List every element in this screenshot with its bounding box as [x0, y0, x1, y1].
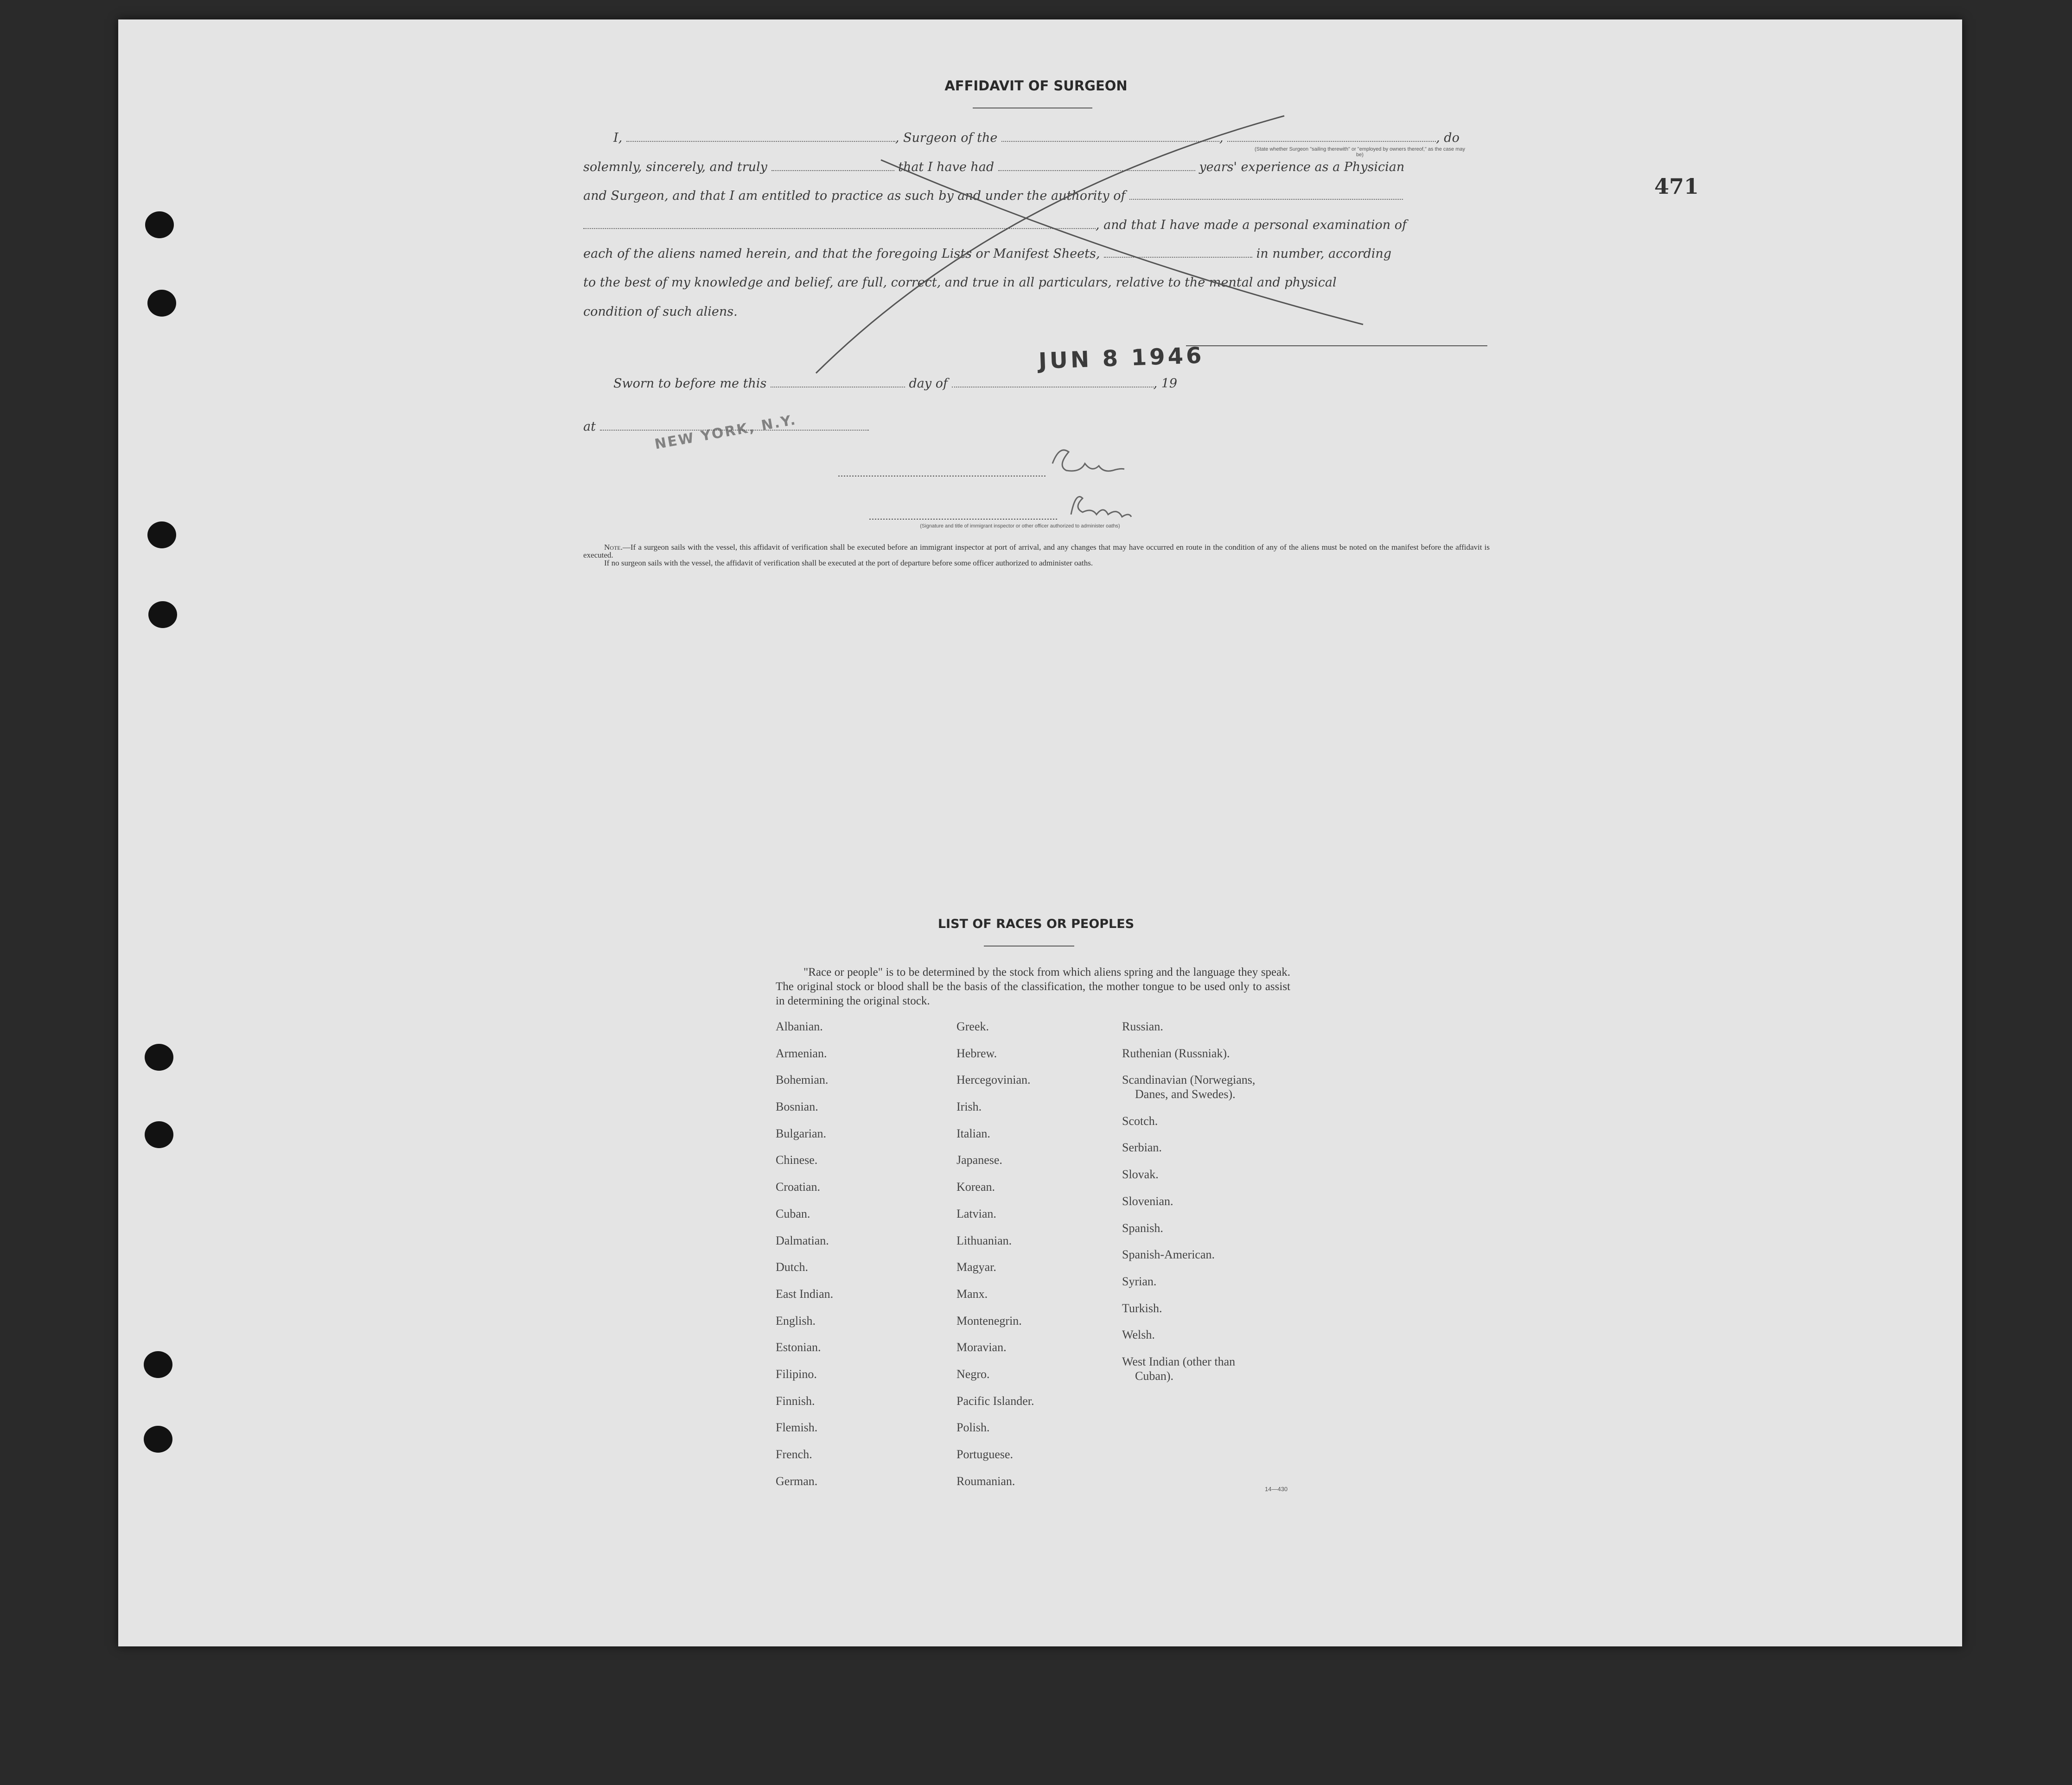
race-item: West Indian (other than	[1122, 1354, 1236, 1368]
race-item: French.	[776, 1448, 812, 1461]
binder-hole	[145, 1044, 173, 1071]
race-item: Scotch.	[1122, 1114, 1158, 1128]
cross-out-mark	[0, 0, 2072, 603]
race-item: Dutch.	[776, 1260, 809, 1274]
race-item: Cuban).	[1135, 1369, 1174, 1383]
race-item: Scandinavian (Norwegians,	[1122, 1073, 1256, 1087]
race-item: Armenian.	[776, 1046, 827, 1060]
race-item: English.	[776, 1314, 816, 1328]
race-item: Moravian.	[956, 1340, 1007, 1354]
race-item: Montenegrin.	[956, 1314, 1022, 1328]
race-item: Albanian.	[776, 1020, 823, 1033]
affidavit-text: each of the aliens named herein, and that the foregoing Lists or Manifest Sheets,	[583, 247, 1100, 261]
affidavit-text: , 19	[1153, 376, 1178, 391]
binder-hole	[145, 1121, 173, 1148]
races-column-3	[1122, 1020, 1255, 1396]
signature-caption: (Signature and title of immigrant inspector or other officer authorized to administer oaths)	[920, 523, 1120, 529]
affidavit-text: I,	[613, 131, 623, 145]
race-item: Irish.	[956, 1100, 982, 1114]
race-item: Pacific Islander.	[956, 1394, 1034, 1408]
race-item: Chinese.	[776, 1153, 818, 1167]
race-item: Hebrew.	[956, 1046, 997, 1060]
affidavit-text: Sworn to before me this	[613, 376, 767, 391]
race-item: Portuguese.	[956, 1448, 1014, 1461]
affidavit-text: , Surgeon of the	[895, 131, 998, 145]
race-item: East Indian.	[776, 1287, 834, 1301]
affidavit-text: at	[583, 419, 596, 434]
binder-hole	[148, 601, 177, 628]
race-item: Greek.	[956, 1020, 989, 1033]
affidavit-text: in number, according	[1256, 247, 1392, 261]
affidavit-text: condition of such aliens.	[583, 305, 738, 319]
race-item: Italian.	[956, 1126, 990, 1140]
form-number: 14—430	[1265, 1486, 1288, 1493]
races-column-2	[956, 1020, 1034, 1501]
race-item: Croatian.	[776, 1180, 821, 1194]
small-caption: (State whether Surgeon "sailing therewith" or "employed by owners thereof," as the case may be)	[1254, 146, 1466, 158]
race-item: Danes, and Swedes).	[1135, 1087, 1236, 1101]
note-text: —If a surgeon sails with the vessel, this affidavit of verification shall be executed before an immigrant inspector at port of arrival, and any changes that may have occurred en route in the condition of any of the aliens must be noted on the manifest before the affidavit is executed.	[583, 543, 1490, 559]
race-item: Latvian.	[956, 1207, 996, 1220]
race-item: Turkish.	[1122, 1301, 1162, 1315]
race-item: Spanish.	[1122, 1221, 1163, 1235]
race-item: Bosnian.	[776, 1100, 818, 1114]
affidavit-text: to the best of my knowledge and belief, are full, correct, and true in all particulars, relative to the mental and physical	[583, 275, 1337, 290]
race-item: Polish.	[956, 1421, 990, 1435]
affidavit-text: solemnly, sincerely, and truly	[583, 160, 767, 174]
races-title: LIST OF RACES OR PEOPLES	[937, 917, 1135, 931]
race-item: Serbian.	[1122, 1141, 1162, 1155]
affidavit-note	[583, 543, 1490, 567]
affidavit-text: years' experience as a Physician	[1199, 160, 1405, 174]
page-number: 471	[1654, 174, 1699, 199]
race-item: Korean.	[956, 1180, 995, 1194]
race-item: Magyar.	[956, 1260, 996, 1274]
race-item: Dalmatian.	[776, 1233, 829, 1247]
race-item: German.	[776, 1474, 818, 1488]
race-item: Ruthenian (Russniak).	[1122, 1046, 1230, 1060]
race-item: Syrian.	[1122, 1274, 1157, 1288]
binder-hole	[144, 1351, 172, 1378]
race-item: Negro.	[956, 1367, 990, 1381]
date-stamp: JUN 8 1946	[1038, 342, 1205, 375]
race-item: Japanese.	[956, 1153, 1002, 1167]
race-item: Roumanian.	[956, 1474, 1015, 1488]
race-item: Finnish.	[776, 1394, 815, 1408]
note-label: Note.	[604, 543, 623, 552]
affidavit-text: and Surgeon, and that I am entitled to practice as such by and under the authority of	[583, 189, 1126, 203]
affidavit-text: day of	[909, 376, 948, 391]
race-item: Spanish-American.	[1122, 1248, 1215, 1262]
affidavit-text: , do	[1436, 131, 1460, 145]
race-item: Estonian.	[776, 1340, 821, 1354]
affidavit-text: ,	[1219, 131, 1224, 145]
race-item: Russian.	[1122, 1020, 1163, 1033]
race-item: Filipino.	[776, 1367, 817, 1381]
races-intro: "Race or people" is to be determined by the stock from which aliens spring and the language they speak. The original stock or blood shall be the basis of the classification, the mother tongue to be used only to assist in determining the original stock.	[776, 966, 1290, 1007]
race-item: Hercegovinian.	[956, 1073, 1031, 1087]
race-item: Slovenian.	[1122, 1194, 1173, 1208]
race-item: Lithuanian.	[956, 1233, 1012, 1247]
place-stamp: NEW YORK, N.Y.	[653, 412, 798, 453]
race-item: Bohemian.	[776, 1073, 829, 1087]
note-text: If no surgeon sails with the vessel, the affidavit of verification shall be executed at the port of departure before some officer authorized to administer oaths.	[604, 559, 1093, 567]
race-item: Bulgarian.	[776, 1126, 827, 1140]
race-item: Flemish.	[776, 1421, 818, 1435]
race-item: Manx.	[956, 1287, 988, 1301]
race-item: Cuban.	[776, 1207, 810, 1220]
races-column-1	[776, 1020, 833, 1501]
affidavit-title: AFFIDAVIT OF SURGEON	[944, 78, 1128, 94]
race-item: Welsh.	[1122, 1328, 1155, 1342]
race-item: Slovak.	[1122, 1168, 1159, 1182]
affidavit-text: , and that I have made a personal examination of	[1096, 218, 1407, 232]
binder-hole	[144, 1426, 172, 1453]
affidavit-text: that I have had	[898, 160, 995, 174]
